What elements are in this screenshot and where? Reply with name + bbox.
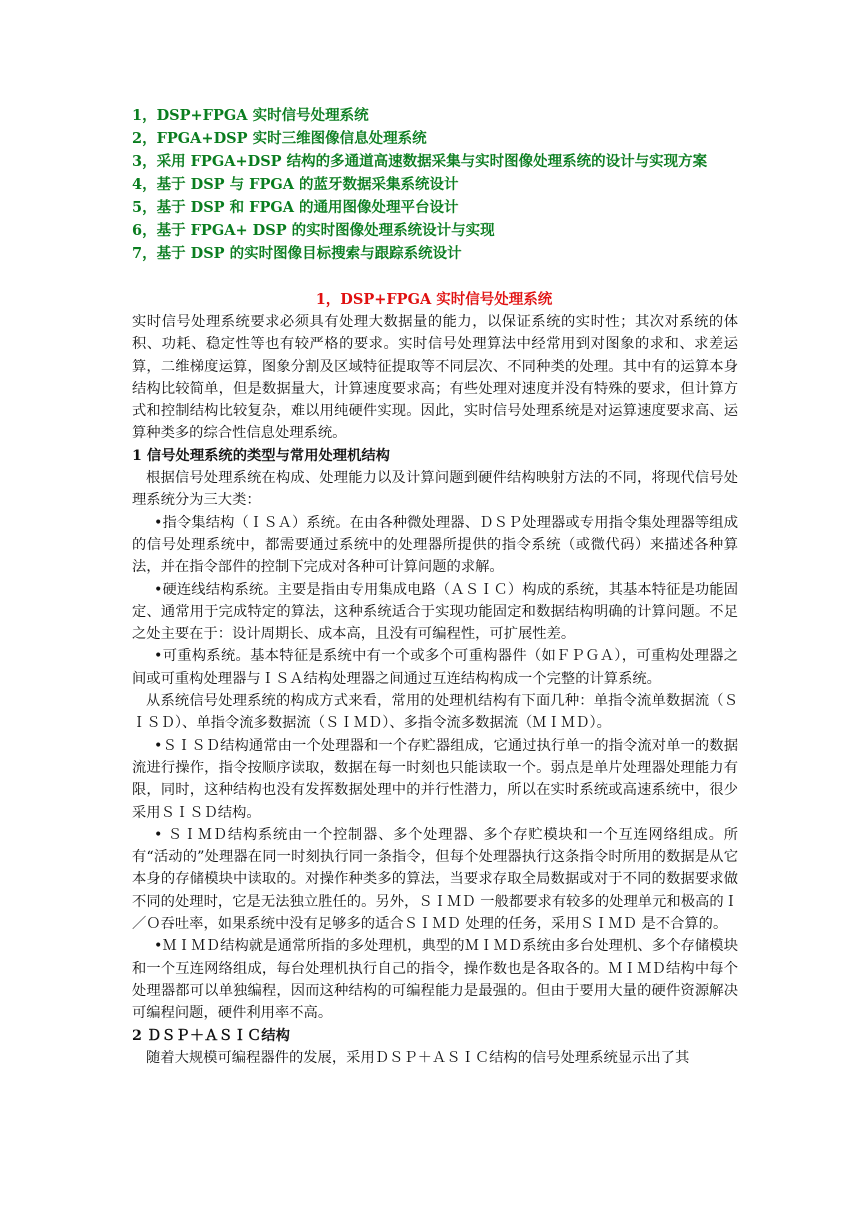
heading-signal-processing-types: 1 信号处理系统的类型与常用处理机结构	[132, 447, 390, 464]
toc-item-3[interactable]: 3，采用 FPGA+DSP 结构的多通道高速数据采集与实时图像处理系统的设计与实现方案	[132, 153, 708, 170]
bullet-sisd: •ＳＩＳＤ结构通常由一个处理器和一个存贮器组成，它通过执行单一的指令流对单一的数据流进行操作，指令按顺序读取，数据在每一时刻也只能读取一个。弱点是单片处理器处理能力有限，同时，这种结构也没有发挥数据处理中的并行性潜力，所以在实时系统或高速系统中，很少采用ＳＩＳＤ结构。	[132, 737, 738, 821]
section-title: 1，DSP+FPGA 实时信号处理系统	[315, 291, 553, 308]
intro-paragraph: 实时信号处理系统要求必须具有处理大数据量的能力，以保证系统的实时性；其次对系统的体积、功耗、稳定性等也有较严格的要求。实时信号处理算法中经常用到对图象的求和、求差运算，二维梯度运算，图象分割及区域特征提取等不同层次、不同种类的处理。其中有的运算本身结构比较简单，但是数据量大，计算速度要求高；有些处理对速度并没有特殊的要求，但计算方式和控制结构比较复杂，难以用纯硬件实现。因此，实时信号处理系统是对运算速度要求高、运算种类多的综合性信息处理系统。	[132, 314, 738, 442]
bullet-mimd: •ＭＩＭＤ结构就是通常所指的多处理机，典型的ＭＩＭＤ系统由多台处理机、多个存储模块和一个互连网络组成，每台处理机执行自己的指令，操作数也是各取各的。ＭＩＭＤ结构中每个处理器都可以单独编程，因而这种结构的可编程能力是最强的。但由于要用大量的硬件资源解决可编程问题，硬件利用率不高。	[132, 938, 738, 1022]
toc-item-6[interactable]: 6，基于 FPGA+ DSP 的实时图像处理系统设计与实现	[132, 222, 495, 239]
bullet-simd: • ＳＩＭＤ结构系统由一个控制器、多个处理器、多个存贮模块和一个互连网络组成。所有“活动的”处理器在同一时刻执行同一条指令，但每个处理器执行这条指令时所用的数据是从它本身的存储模块中读取的。对操作种类多的算法，当要求存取全局数据或对于不同的数据要求做不同的处理时，它是无法独立胜任的。另外，ＳＩＭＤ 一般都要求有较多的处理单元和极高的Ｉ／Ｏ吞吐率，如果系统中没有足够多的适合ＳＩＭＤ 处理的任务，采用ＳＩＭＤ 是不合算的。	[132, 826, 738, 933]
bullet-hardwired: •硬连线结构系统。主要是指由专用集成电路（ＡＳＩＣ）构成的系统，其基本特征是功能固定、通常用于完成特定的算法，这种系统适合于实现功能固定和数据结构明确的计算问题。不足之处主要在于：设计周期长、成本高，且没有可编程性，可扩展性差。	[132, 581, 738, 643]
toc-item-5[interactable]: 5，基于 DSP 和 FPGA 的通用图像处理平台设计	[132, 199, 459, 216]
heading-dsp-asic: 2 ＤＳＰ＋ＡＳＩＣ结构	[132, 1027, 290, 1044]
toc-item-2[interactable]: 2，FPGA+DSP 实时三维图像信息处理系统	[132, 130, 427, 147]
paragraph-processor-structures: 从系统信号处理系统的构成方式来看，常用的处理机结构有下面几种：单指令流单数据流（ＳＩＳＤ）、单指令流多数据流（ＳＩＭＤ）、多指令流多数据流（ＭＩＭＤ）。	[132, 693, 738, 732]
paragraph-dsp-asic: 随着大规模可编程器件的发展，采用ＤＳＰ＋ＡＳＩＣ结构的信号处理系统显示出了其	[146, 1049, 690, 1066]
toc-item-1[interactable]: 1，DSP+FPGA 实时信号处理系统	[132, 107, 369, 124]
bullet-isa: •指令集结构（ＩＳＡ）系统。在由各种微处理器、ＤＳＰ处理器或专用指令集处理器等组成的信号处理系统中，都需要通过系统中的处理器所提供的指令系统（或微代码）来描述各种算法，并在指令部件的控制下完成对各种可计算问题的求解。	[132, 514, 738, 576]
toc-item-4[interactable]: 4，基于 DSP 与 FPGA 的蓝牙数据采集系统设计	[132, 176, 459, 193]
document-body	[132, 311, 738, 1069]
bullet-reconfigurable: •可重构系统。基本特征是系统中有一个或多个可重构器件（如ＦＰＧＡ），可重构处理器之间或可重构处理器与ＩＳＡ结构处理器之间通过互连结构构成一个完整的计算系统。	[132, 648, 738, 687]
paragraph-classification: 根据信号处理系统在构成、处理能力以及计算问题到硬件结构映射方法的不同，将现代信号处理系统分为三大类：	[132, 470, 738, 509]
table-of-contents	[132, 104, 772, 265]
toc-item-7[interactable]: 7，基于 DSP 的实时图像目标搜索与跟踪系统设计	[132, 245, 462, 262]
